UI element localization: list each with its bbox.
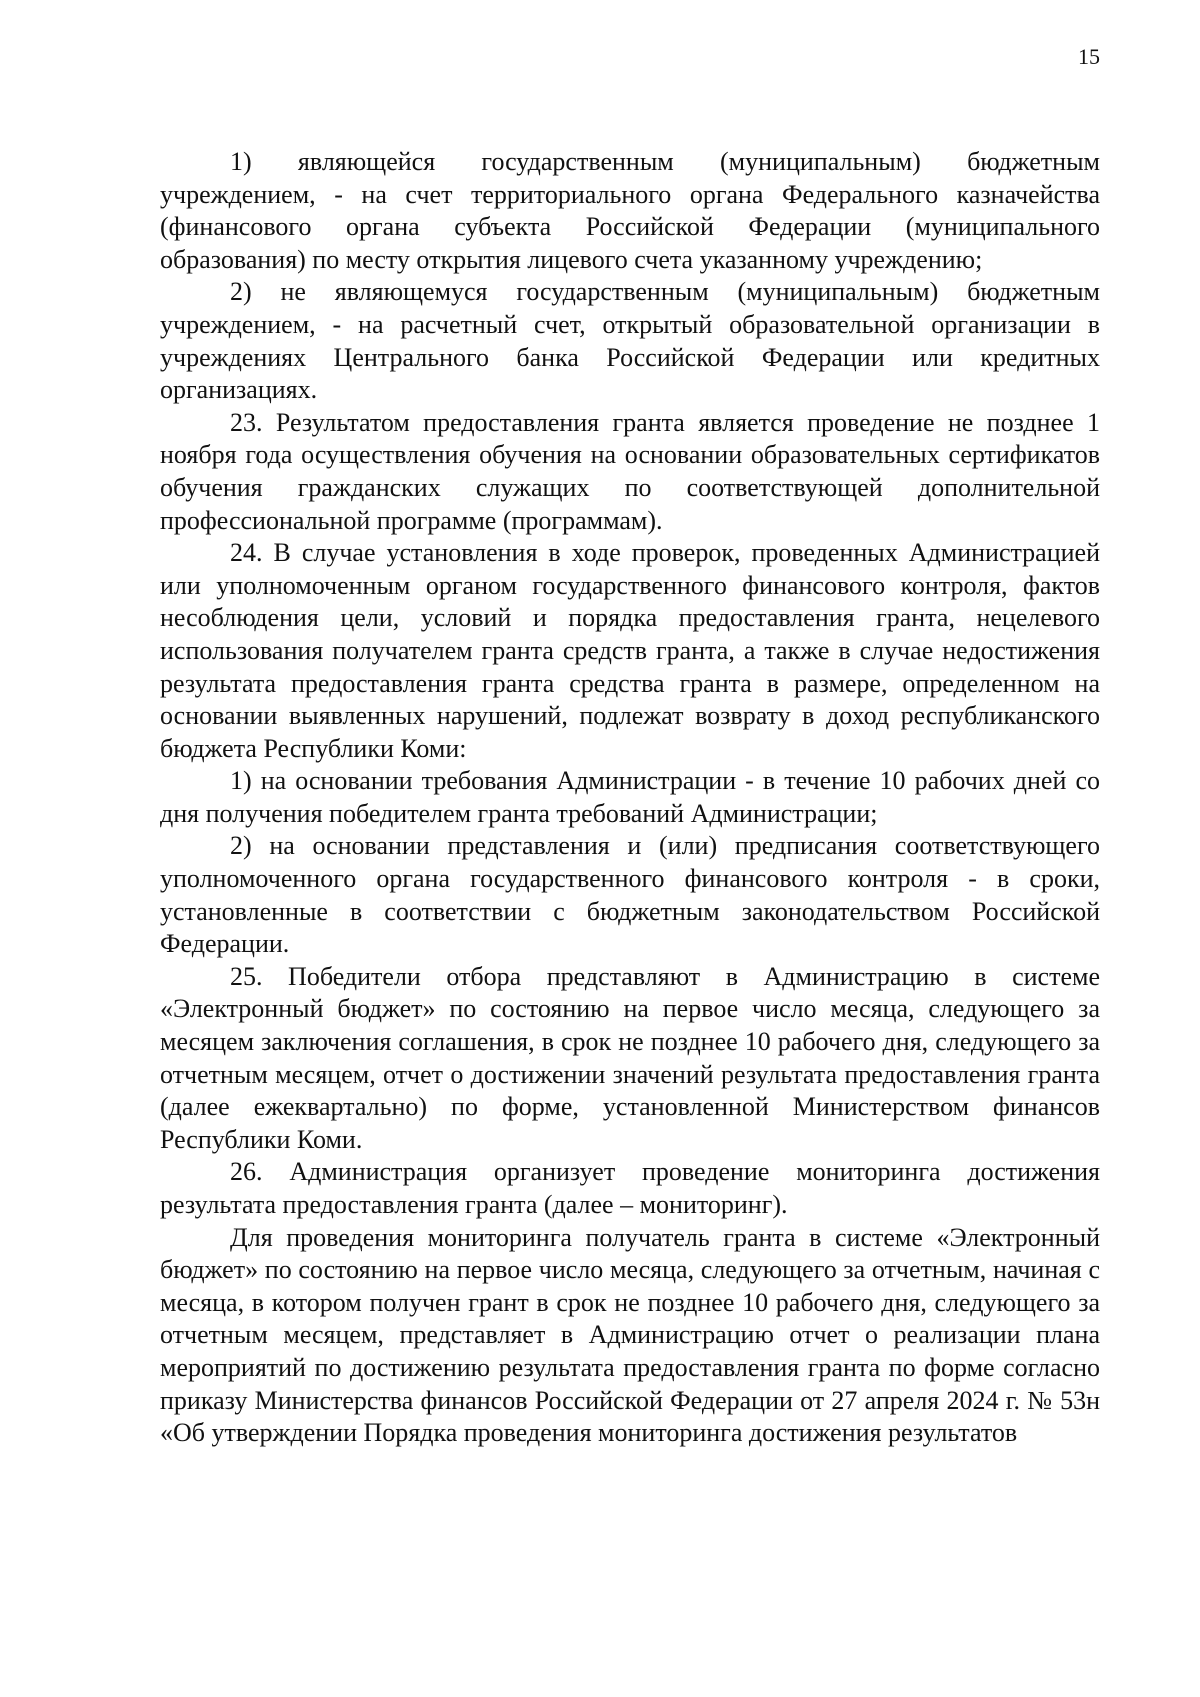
paragraph-24-item-1: 1) на основании требования Администрации - в течение 10 рабочих дней со дня получения победителем гранта требований Администрации; <box>160 766 1100 828</box>
paragraph-23-grant-result: 23. Результатом предоставления гранта является проведение не позднее 1 ноября года осуществления обучения на основании образовательных сертификатов обучения гражданских служащих по соответствующей дополнительной профессиональной программе (программам). <box>160 407 1100 535</box>
paragraph-24-item-2: 2) на основании представления и (или) предписания соответствующего уполномоченного органа государственного финансового контроля - в сроки, установленные в соответствии с бюджетным законодательством Российской Федерации. <box>160 831 1100 959</box>
paragraph-item-2-non-budget-institution: 2) не являющемуся государственным (муниципальным) бюджетным учреждением, - на расчетный счет, открытый образовательной организации в учреждениях Центрального банка Российской Федерации или кредитных организациях. <box>160 277 1100 405</box>
paragraph-item-1-budget-institution: 1) являющейся государственным (муниципальным) бюджетным учреждением, - на счет территориального органа Федерального казначейства (финансового органа субъекта Российской Федерации (муниципального образования) по месту открытия лицевого счета указанному учреждению; <box>160 147 1100 274</box>
paragraph-24-grant-return: 24. В случае установления в ходе проверок, проведенных Администрацией или уполномоченным органом государственного финансового контроля, фактов несоблюдения цели, условий и порядка предоставления гранта, нецелевого использования получателем гранта средств гранта, а также в случае недостижения результата предоставления гранта средства гранта в размере, определенном на основании выявленных нарушений, подлежат возврату в доход республиканского бюджета Республики Коми: <box>160 538 1100 763</box>
page-number: 15 <box>1078 44 1100 69</box>
document-body <box>160 146 1100 1450</box>
paragraph-26-monitoring: 26. Администрация организует проведение мониторинга достижения результата предоставления гранта (далее – мониторинг). <box>160 1157 1100 1219</box>
paragraph-25-reporting: 25. Победители отбора представляют в Администрацию в системе «Электронный бюджет» по состоянию на первое число месяца, следующего за месяцем заключения соглашения, в срок не позднее 10 рабочего дня, следующего за отчетным месяцем, отчет о достижении значений результата предоставления гранта (далее ежеквартально) по форме, установленной Министерством финансов Республики Коми. <box>160 961 1100 1154</box>
paragraph-monitoring-procedure: Для проведения мониторинга получатель гранта в системе «Электронный бюджет» по состоянию на первое число месяца, следующего за отчетным, начиная с месяца, в котором получен грант в срок не позднее 10 рабочего дня, следующего за отчетным месяцем, представляет в Администрацию отчет о реализации плана мероприятий по достижению результата предоставления гранта по форме согласно приказу Министерства финансов Российской Федерации от 27 апреля 2024 г. № 53н «Об утверждении Порядка проведения мониторинга достижения результатов <box>160 1222 1100 1448</box>
